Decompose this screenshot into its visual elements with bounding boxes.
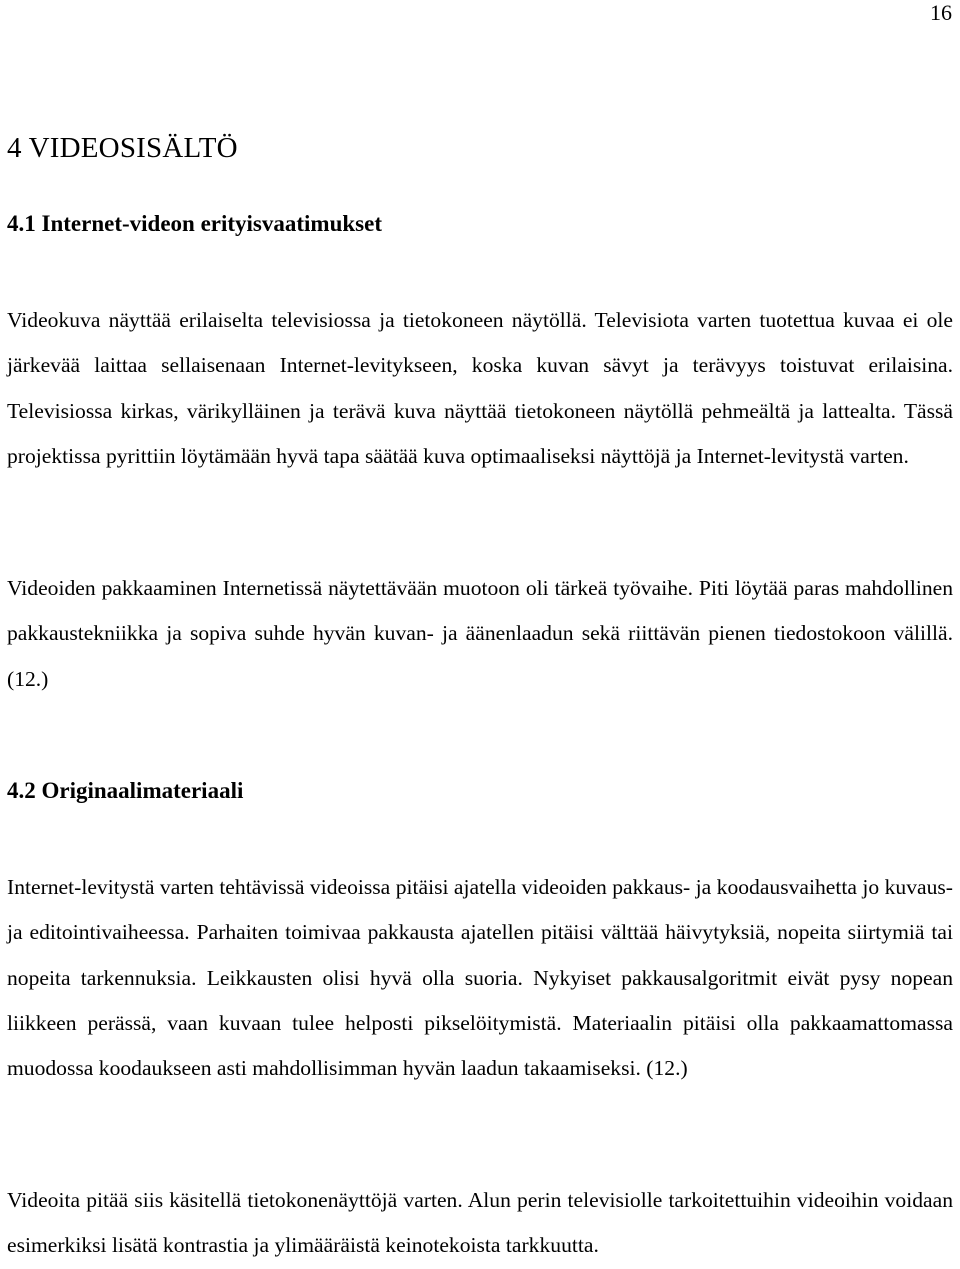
page-number: 16 [930,0,952,25]
chapter-title: 4 VIDEOSISÄLTÖ [7,132,238,164]
paragraph-4-2-2: Videoita pitää siis käsitellä tietokonenäyttöjä varten. Alun perin televisiolle tarkoitettuihin videoihin voidaan esimerkiksi lisätä kontrastia ja ylimääräistä keinotekoista tarkkuutta. [7,1188,953,1258]
section-title-4-1: 4.1 Internet-videon erityisvaatimukset [7,211,382,236]
section-title-4-2: 4.2 Originaalimateriaali [7,778,244,803]
paragraph-4-1-1: Videokuva näyttää erilaiselta televisiossa ja tietokoneen näytöllä. Televisiota varten tuotettua kuvaa ei ole järkevää laittaa sellaisenaan Internet-levitykseen, koska kuvan sävyt ja terävyys toistuvat erilaisina. Televisiossa kirkas, värikylläinen ja terävä kuva näyttää tietokoneen näytöllä pehmeältä ja lattealta. Tässä projektissa pyrittiin löytämään hyvä tapa säätää kuva optimaaliseksi näyttöjä ja Internet-levitystä varten. [7,308,953,468]
paragraph-4-2-1: Internet-levitystä varten tehtävissä videoissa pitäisi ajatella videoiden pakkaus- ja koodausvaihetta jo kuvaus- ja editointivaiheessa. Parhaiten toimivaa pakkausta ajatellen pitäisi välttää häivytyksiä, nopeita siirtymiä tai nopeita tarkennuksia. Leikkausten olisi hyvä olla suoria. Nykyiset pakkausalgoritmit eivät pysy nopean liikkeen perässä, vaan kuvaan tulee helposti pikselöitymistä. Materiaalin pitäisi olla pakkaamattomassa muodossa koodaukseen asti mahdollisimman hyvän laadun takaamiseksi. (12.) [7,875,953,1081]
paragraph-4-1-2: Videoiden pakkaaminen Internetissä näytettävään muotoon oli tärkeä työvaihe. Piti löytää paras mahdollinen pakkaustekniikka ja sopiva suhde hyvän kuvan- ja äänenlaadun sekä riittävän pienen tiedostokoon välillä. (12.) [7,576,953,691]
